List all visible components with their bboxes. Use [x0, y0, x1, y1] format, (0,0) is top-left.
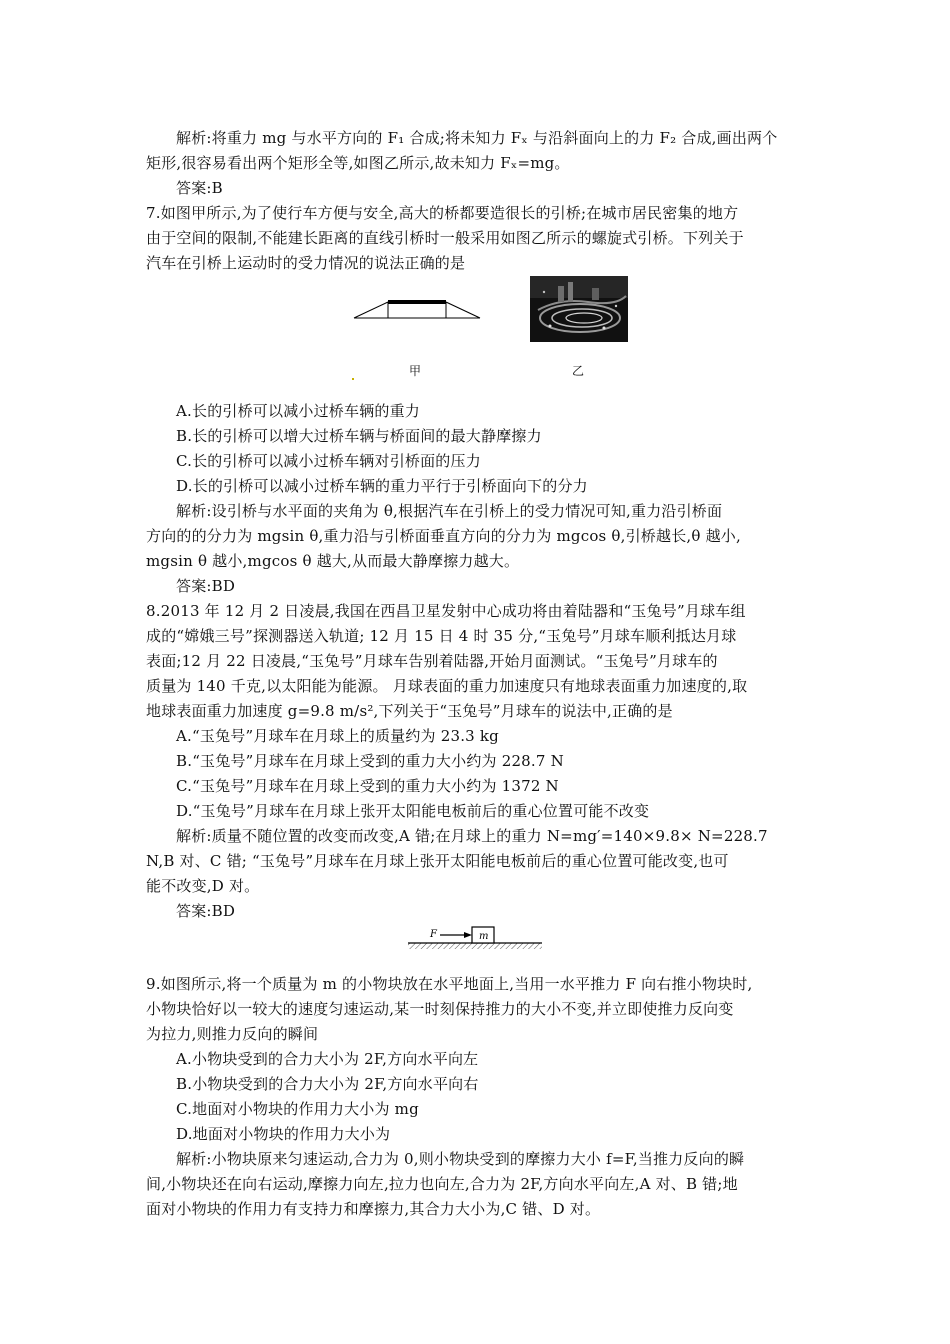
q8-analysis-line-1: 解析:质量不随位置的改变而改变,A 错;在月球上的重力 N=mg′=140×9.8× N=228.7	[176, 827, 768, 845]
q9-analysis-line-3: 面对小物块的作用力有支持力和摩擦力,其合力大小为,C 错、D 对。	[146, 1200, 601, 1218]
block-force-figure	[406, 924, 544, 952]
q8-stem-line-3: 表面;12 月 22 日凌晨,“玉兔号”月球车告别着陆器,开始月面测试。“玉兔号”月球车的	[146, 652, 718, 670]
q8-answer: 答案:BD	[176, 902, 236, 920]
mass-label: m	[479, 931, 489, 942]
q9-stem-line-2: 小物块恰好以一较大的速度匀速运动,某一时刻保持推力的大小不变,并立即使推力反向变	[146, 1000, 734, 1018]
q9-stem-line-1: 9.如图所示,将一个质量为 m 的小物块放在水平地面上,当用一水平推力 F 向右推小物块时,	[146, 975, 753, 993]
figure-caption-yi: 乙	[572, 364, 585, 378]
q8-stem-line-1: 8.2013 年 12 月 2 日凌晨,我国在西昌卫星发射中心成功将由着陆器和“玉兔号”月球车组	[146, 602, 746, 620]
q8-analysis-line-2: N,B 对、C 错; “玉兔号”月球车在月球上张开太阳能电板前后的重心位置可能改变,也可	[146, 852, 729, 870]
q9-option-b: B.小物块受到的合力大小为 2F,方向水平向右	[176, 1075, 479, 1093]
q9-option-d: D.地面对小物块的作用力大小为	[176, 1125, 391, 1143]
q6-analysis-line-1: 解析:将重力 mg 与水平方向的 F₁ 合成;将未知力 Fₓ 与沿斜面向上的力 F₂ 合成,画出两个	[176, 129, 778, 147]
q7-answer: 答案:BD	[176, 577, 236, 595]
q7-option-a: A.长的引桥可以减小过桥车辆的重力	[176, 402, 421, 420]
q7-stem-line-2: 由于空间的限制,不能建长距离的直线引桥时一般采用如图乙所示的螺旋式引桥。下列关于	[146, 229, 744, 247]
q9-option-a: A.小物块受到的合力大小为 2F,方向水平向左	[176, 1050, 479, 1068]
q7-stem-line-3: 汽车在引桥上运动时的受力情况的说法正确的是	[146, 254, 466, 272]
q7-stem-line-1: 7.如图甲所示,为了使行车方便与安全,高大的桥都要造很长的引桥;在城市居民密集的地方	[146, 204, 739, 222]
q7-analysis-line-3: mgsin θ 越小,mgcos θ 越大,从而最大静摩擦力越大。	[146, 552, 520, 570]
force-label: F	[430, 929, 437, 940]
bridge-profile-figure	[352, 296, 482, 324]
q9-analysis-line-1: 解析:小物块原来匀速运动,合力为 0,则小物块受到的摩擦力大小 f=F,当推力反向的瞬	[176, 1150, 745, 1168]
q8-stem-line-5: 地球表面重力加速度 g=9.8 m/s²,下列关于“玉兔号”月球车的说法中,正确的是	[146, 702, 673, 720]
q8-option-d: D.“玉兔号”月球车在月球上张开太阳能电板前后的重心位置可能不改变	[176, 802, 650, 820]
q9-stem-line-3: 为拉力,则推力反向的瞬间	[146, 1025, 319, 1043]
q6-answer: 答案:B	[176, 179, 223, 197]
q8-stem-line-2: 成的“嫦娥三号”探测器送入轨道; 12 月 15 日 4 时 35 分,“玉兔号”月球车顺利抵达月球	[146, 627, 737, 645]
q7-option-d: D.长的引桥可以减小过桥车辆的重力平行于引桥面向下的分力	[176, 477, 588, 495]
q8-stem-line-4: 质量为 140 千克,以太阳能为能源。 月球表面的重力加速度只有地球表面重力加速度的,取	[146, 677, 748, 695]
q9-option-c: C.地面对小物块的作用力大小为 mg	[176, 1100, 419, 1118]
q8-analysis-line-3: 能不改变,D 对。	[146, 877, 260, 895]
q8-option-c: C.“玉兔号”月球车在月球上受到的重力大小约为 1372 N	[176, 777, 559, 795]
q6-analysis-line-2: 矩形,很容易看出两个矩形全等,如图乙所示,故未知力 Fₓ=mg。	[146, 154, 570, 172]
q7-analysis-line-2: 方向的的分力为 mgsin θ,重力沿与引桥面垂直方向的分力为 mgcos θ,引桥越长,θ 越小,	[146, 527, 741, 545]
q7-analysis-line-1: 解析:设引桥与水平面的夹角为 θ,根据汽车在引桥上的受力情况可知,重力沿引桥面	[176, 502, 723, 520]
figure-caption-jia: 甲	[409, 364, 422, 378]
spiral-bridge-photo	[530, 276, 628, 342]
q8-option-b: B.“玉兔号”月球车在月球上受到的重力大小约为 228.7 N	[176, 752, 564, 770]
q7-option-b: B.长的引桥可以增大过桥车辆与桥面间的最大静摩擦力	[176, 427, 542, 445]
q8-option-a: A.“玉兔号”月球车在月球上的质量约为 23.3 kg	[176, 727, 499, 745]
q9-analysis-line-2: 间,小物块还在向右运动,摩擦力向左,拉力也向左,合力为 2F,方向水平向左,A 对、B 错;地	[146, 1175, 738, 1193]
speck-mark	[352, 378, 354, 380]
q7-option-c: C.长的引桥可以减小过桥车辆对引桥面的压力	[176, 452, 481, 470]
